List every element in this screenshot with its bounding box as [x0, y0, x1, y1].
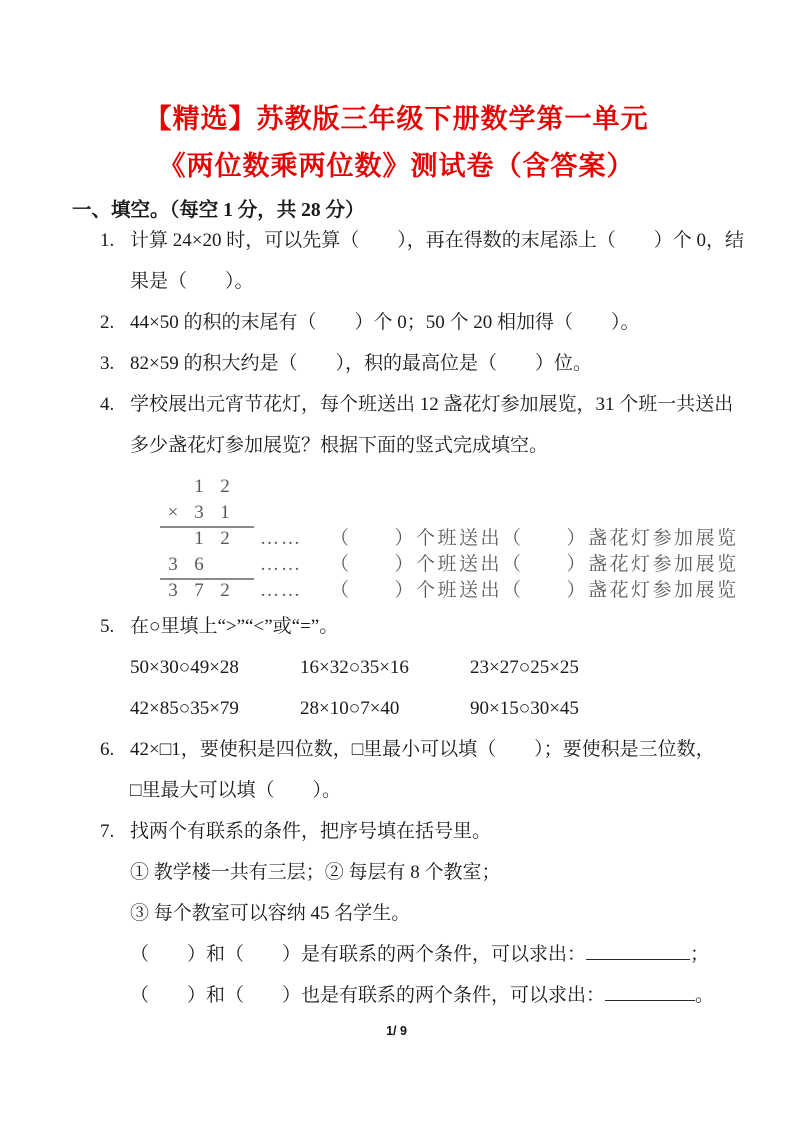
vertical-multiplication [160, 474, 793, 604]
fill-prompt: （ ）和（ ）也是有联系的两个条件，可以求出： [130, 985, 606, 1006]
digit-cell: 2 [220, 528, 230, 549]
annotation-text: （ ）个班送出（ ）盏花灯参加展览 [330, 554, 739, 575]
fill-punctuation: ； [690, 944, 710, 965]
comparison-row-1 [100, 647, 793, 688]
partial-product-row-2 [160, 552, 793, 578]
digit-cell: 1 [194, 476, 204, 497]
question-5-number: 5. [100, 616, 115, 637]
question-3-line-1 [100, 343, 793, 384]
answer-blank [605, 983, 695, 1001]
question-5 [100, 606, 793, 729]
title-line-1: 【精选】苏教版三年级下册数学第一单元 [144, 104, 649, 134]
comparison-item: 28×10○7×40 [300, 698, 400, 719]
question-4-number: 4. [100, 394, 115, 415]
digit-group-with-rule [160, 552, 254, 580]
multiplier-row [160, 500, 793, 526]
question-6-line-1 [100, 729, 793, 770]
question-4-text: 学校展出元宵节花灯，每个班送出 12 盏花灯参加展览，31 个班一共送出 [130, 394, 734, 415]
question-7 [100, 811, 793, 1016]
question-1-line-2: 果是（ ）。 [130, 271, 254, 292]
question-2-text: 44×50 的积的末尾有（ ）个 0；50 个 20 相加得（ ）。 [130, 312, 640, 333]
document-title [0, 0, 793, 190]
digit-cell: 6 [194, 554, 204, 575]
digit-cell: 3 [168, 580, 178, 601]
question-7-line-1 [100, 811, 793, 852]
question-3-text: 82×59 的积大约是（ ），积的最高位是（ ）位。 [130, 353, 592, 374]
multiply-sign: × [167, 502, 179, 523]
question-2-line-1 [100, 302, 793, 343]
fill-prompt: （ ）和（ ）是有联系的两个条件，可以求出： [130, 944, 587, 965]
digit-group [160, 526, 254, 552]
question-3-number: 3. [100, 353, 115, 374]
ellipsis-dots: …… [260, 528, 302, 549]
digit-cell: 2 [220, 476, 230, 497]
title-line-2: 《两位数乘两位数》测试卷（含答案） [158, 151, 635, 181]
digit-cell: 1 [220, 502, 230, 523]
question-6-line-2: □里最大可以填（ ）。 [130, 780, 341, 801]
question-6 [100, 729, 793, 811]
question-6-number: 6. [100, 739, 115, 760]
partial-product-row-1 [160, 526, 793, 552]
question-4 [100, 384, 793, 604]
question-2 [100, 302, 793, 343]
question-7-conditions-1-2: ① 教学楼一共有三层；② 每层有 8 个教室； [130, 862, 501, 883]
question-3 [100, 343, 793, 384]
question-7-condition-3: ③ 每个教室可以容纳 45 名学生。 [130, 903, 411, 924]
ellipsis-dots: …… [260, 580, 302, 601]
annotation-text: （ ）个班送出（ ）盏花灯参加展览 [330, 580, 739, 601]
annotation-text: （ ）个班送出（ ）盏花灯参加展览 [330, 528, 739, 549]
digit-group-with-rule [160, 500, 254, 528]
question-7-fill-line-1 [100, 934, 793, 975]
comparison-item: 50×30○49×28 [130, 657, 239, 678]
comparison-item: 42×85○35×79 [130, 698, 239, 719]
digit-group [160, 474, 254, 500]
digit-cell: 3 [194, 502, 204, 523]
comparison-item: 16×32○35×16 [300, 657, 409, 678]
digit-cell: 2 [220, 580, 230, 601]
comparison-item: 90×15○30×45 [470, 698, 579, 719]
digit-group [160, 578, 254, 604]
final-product-row [160, 578, 793, 604]
section-heading: 一、填空。（每空 1 分，共 28 分） [72, 200, 365, 221]
answer-blank [586, 942, 690, 960]
ellipsis-dots: …… [260, 554, 302, 575]
page-number: 1/ 9 [386, 1024, 407, 1038]
question-7-number: 7. [100, 821, 115, 842]
question-1-number: 1. [100, 230, 115, 251]
question-list [100, 220, 793, 1016]
question-7-fill-line-2 [100, 975, 793, 1016]
question-4-line-2: 多少盏花灯参加展览？根据下面的竖式完成填空。 [130, 435, 549, 456]
comparison-row-2 [100, 688, 793, 729]
question-1 [100, 220, 793, 302]
question-5-text: 在○里填上“>”“<”或“=”。 [130, 616, 339, 637]
question-5-line-1 [100, 606, 793, 647]
question-1-text: 计算 24×20 时，可以先算（ ），再在得数的末尾添上（ ）个 0，结 [130, 230, 744, 251]
comparison-item: 23×27○25×25 [470, 657, 579, 678]
question-7-text: 找两个有联系的条件，把序号填在括号里。 [130, 821, 492, 842]
multiplicand-row [160, 474, 793, 500]
digit-cell: 3 [168, 554, 178, 575]
fill-punctuation: 。 [695, 985, 715, 1006]
question-1-line-1 [100, 220, 793, 261]
question-6-text: 42×□1，要使积是四位数，□里最小可以填（ ）；要使积是三位数， [130, 739, 715, 760]
question-2-number: 2. [100, 312, 115, 333]
digit-cell: 7 [194, 580, 204, 601]
digit-cell: 1 [194, 528, 204, 549]
question-4-line-1 [100, 384, 793, 425]
